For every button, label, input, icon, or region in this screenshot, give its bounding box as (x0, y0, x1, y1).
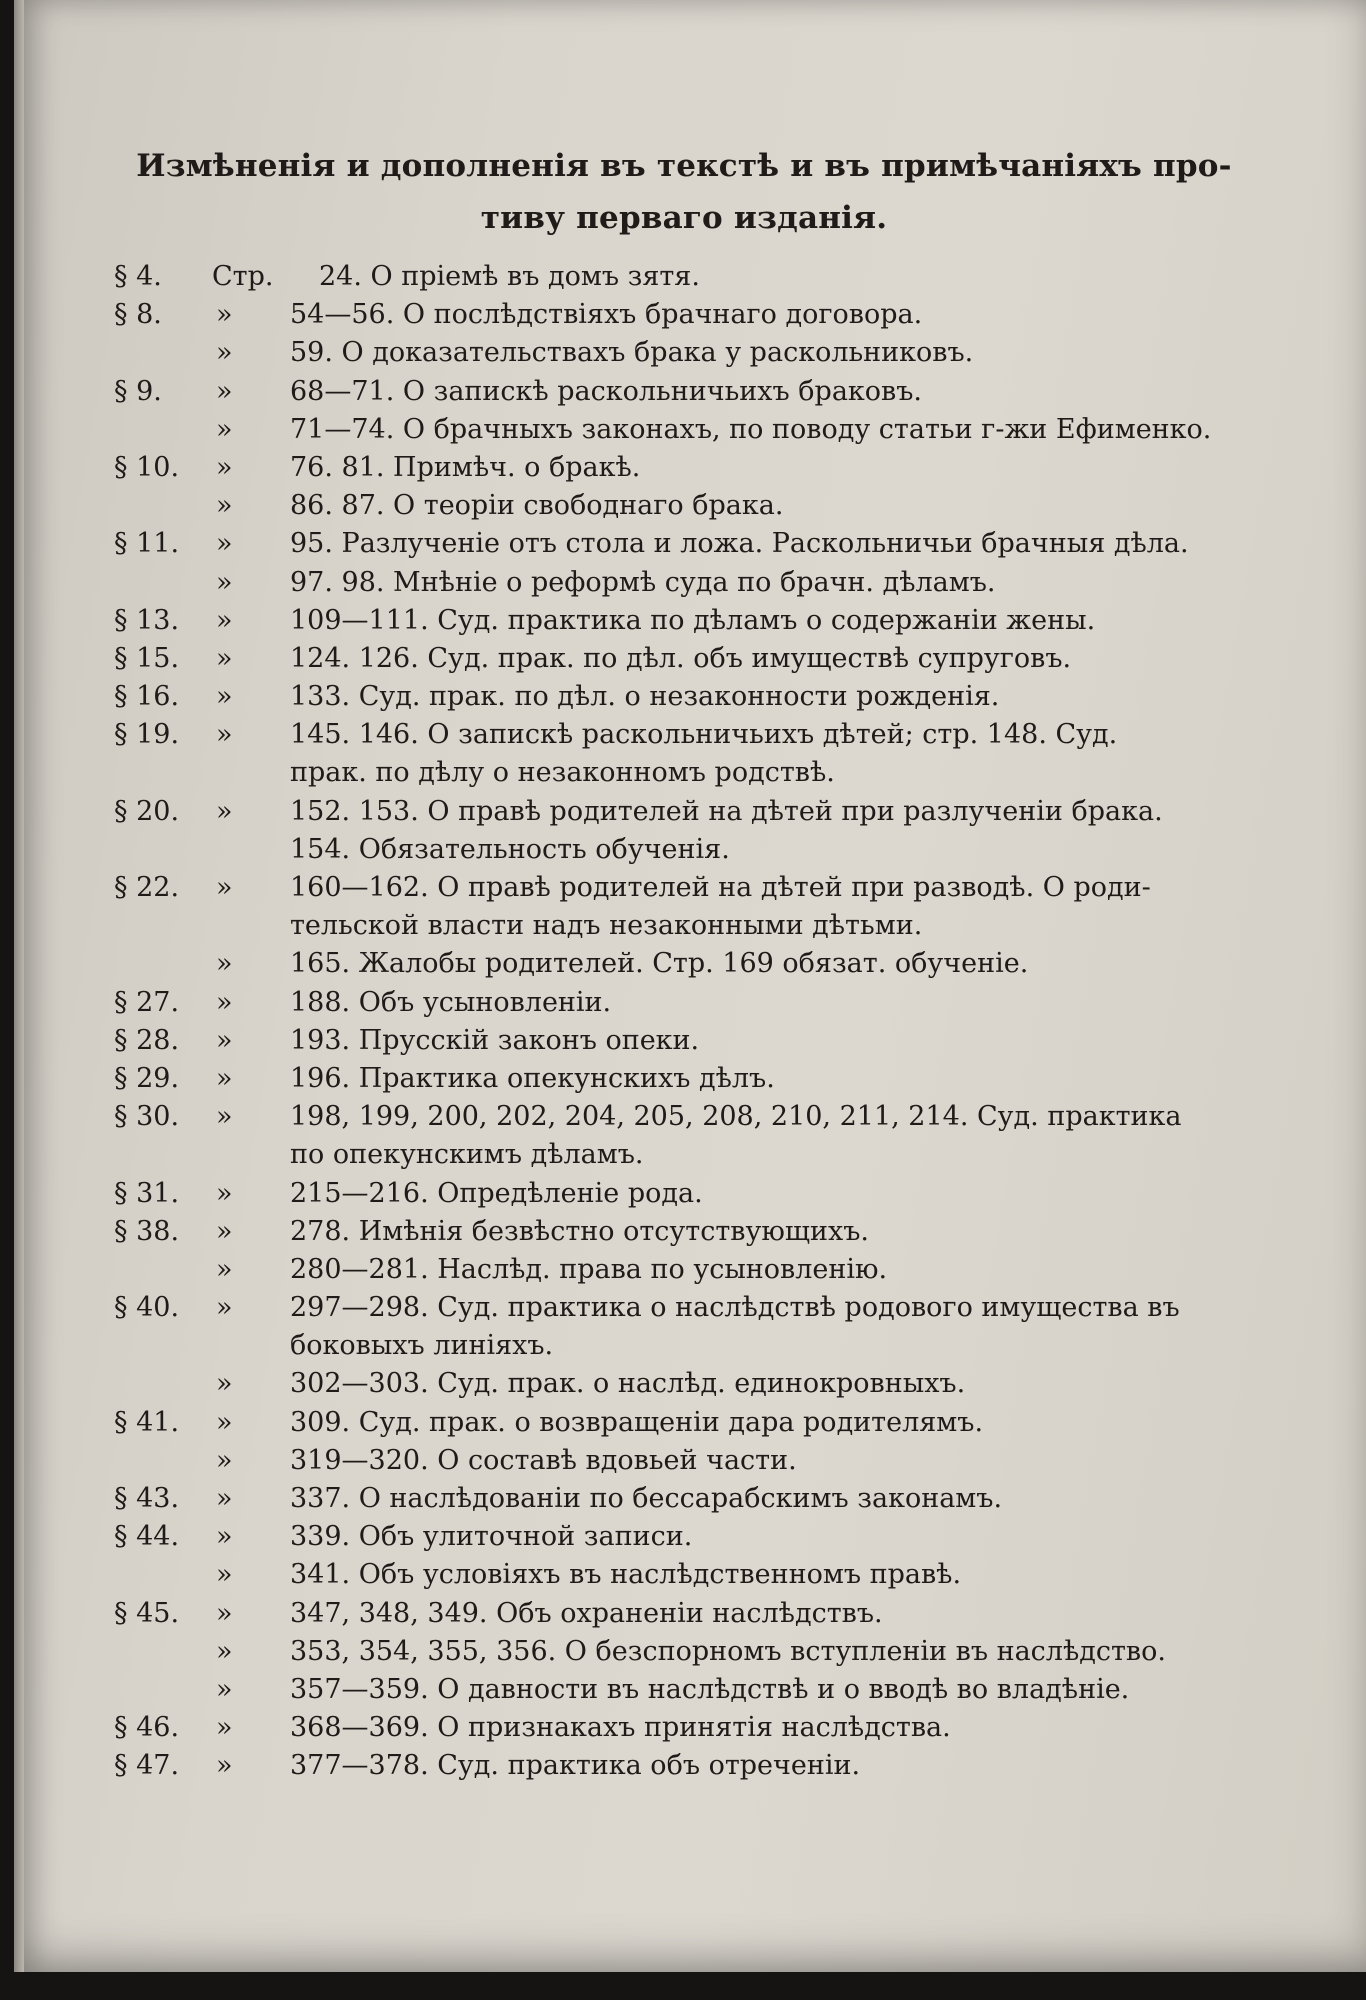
list-item (14, 1480, 1366, 1518)
entry-text: 109—111. Суд. практика по дѣламъ о содержаніи жены. (290, 604, 1096, 636)
list-item (14, 640, 1366, 678)
list-item (14, 1442, 1366, 1480)
page-marker: » (216, 1368, 233, 1400)
page-marker: » (216, 1406, 233, 1438)
entry-text: 339. Объ улиточной записи. (290, 1521, 693, 1553)
list-item (14, 1289, 1366, 1327)
section-number: § 9. (114, 375, 162, 407)
section-number: § 22. (114, 872, 180, 903)
page-marker: » (216, 1101, 233, 1133)
entry-text: 97. 98. Мнѣніе о реформѣ суда по брачн. дѣламъ. (290, 566, 996, 598)
list-item (14, 1556, 1366, 1594)
page-marker: » (216, 719, 233, 751)
entry-text: 309. Суд. прак. о возвращеніи дара родителямъ. (290, 1406, 984, 1438)
page-marker: » (216, 1559, 233, 1591)
section-number: § 29. (114, 1062, 180, 1094)
entry-text: 86. 87. О теоріи свободнаго брака. (290, 490, 784, 522)
section-number: § 10. (114, 451, 180, 483)
list-item (14, 945, 1366, 983)
entry-text: 215—216. Опредѣленіе рода. (290, 1177, 703, 1209)
page-marker: » (216, 642, 233, 674)
page-marker: » (216, 375, 233, 407)
page-marker: » (216, 1521, 233, 1553)
list-item (14, 1709, 1366, 1747)
entry-text: 160—162. О правѣ родителей на дѣтей при разводѣ. О роди- (290, 872, 1151, 903)
entry-text: 59. О доказательствахъ брака у раскольниковъ. (290, 337, 974, 369)
entry-text: 68—71. О запискѣ раскольничьихъ браковъ. (290, 375, 923, 407)
list-item (14, 1022, 1366, 1060)
section-number: § 8. (114, 299, 162, 331)
entry-text: 193. Прусскій законъ опеки. (290, 1024, 700, 1056)
section-number: § 43. (114, 1483, 180, 1514)
list-item (14, 754, 1366, 792)
entry-text: боковыхъ линіяхъ. (290, 1330, 554, 1362)
section-number: § 40. (114, 1292, 180, 1324)
list-item (14, 1060, 1366, 1098)
list-item (14, 1365, 1366, 1403)
page-marker: » (216, 451, 233, 483)
page-marker: » (216, 1253, 233, 1285)
entry-text: по опекунскимъ дѣламъ. (290, 1139, 644, 1171)
entries-list (14, 258, 1366, 1786)
list-item (14, 449, 1366, 487)
list-item (14, 564, 1366, 602)
entry-text: 302—303. Суд. прак. о наслѣд. единокровныхъ. (290, 1368, 966, 1400)
section-number: § 4. (114, 261, 162, 292)
page-marker: » (216, 528, 233, 560)
page-marker: » (216, 1292, 233, 1324)
entry-text: 341. Объ условіяхъ въ наслѣдственномъ правѣ. (290, 1559, 962, 1591)
entry-text: 319—320. О составѣ вдовьей части. (290, 1444, 797, 1476)
list-item (14, 1518, 1366, 1556)
list-item (14, 1404, 1366, 1442)
entry-text: 368—369. О признакахъ принятія наслѣдства. (290, 1712, 951, 1744)
page-marker: » (216, 1673, 233, 1705)
list-item (14, 716, 1366, 754)
page-marker: » (216, 490, 233, 522)
entry-text: 357—359. О давности въ наслѣдствѣ и о вводѣ во владѣніе. (290, 1673, 1130, 1705)
page-marker: » (216, 1750, 233, 1782)
page-marker: » (216, 1177, 233, 1209)
page-marker: » (216, 1215, 233, 1247)
list-item (14, 1671, 1366, 1709)
section-number: § 46. (114, 1712, 180, 1744)
page-marker: » (216, 1712, 233, 1744)
entry-text: 188. Объ усыновленіи. (290, 986, 612, 1018)
list-item (14, 373, 1366, 411)
page-marker: » (216, 413, 233, 445)
section-number: § 19. (114, 719, 180, 751)
entry-text: 196. Практика опекунскихъ дѣлъ. (290, 1062, 775, 1094)
list-item (14, 678, 1366, 716)
page-marker: » (216, 872, 233, 903)
list-item (14, 869, 1366, 907)
section-number: § 47. (114, 1750, 180, 1782)
section-number: § 28. (114, 1024, 180, 1056)
list-item (14, 1175, 1366, 1213)
list-item (14, 984, 1366, 1022)
list-item (14, 793, 1366, 831)
entry-text: тельской власти надъ незаконными дѣтьми. (290, 910, 923, 942)
entry-text: 71—74. О брачныхъ законахъ, по поводу статьи г-жи Ефименко. (290, 413, 1212, 445)
list-item (14, 831, 1366, 869)
entry-text: 124. 126. Суд. прак. по дѣл. объ имуществѣ супруговъ. (290, 642, 1072, 674)
section-number: § 15. (114, 642, 180, 674)
section-number: § 11. (114, 528, 180, 560)
list-item (14, 334, 1366, 372)
entry-text: 198, 199, 200, 202, 204, 205, 208, 210, 211, 214. Суд. практика (290, 1101, 1182, 1133)
entry-text: 95. Разлученіе отъ стола и ложа. Раскольничьи брачныя дѣла. (290, 528, 1189, 560)
list-item (14, 1136, 1366, 1174)
entry-text: 76. 81. Примѣч. о бракѣ. (290, 451, 641, 483)
entry-text: 347, 348, 349. Объ охраненіи наслѣдствъ. (290, 1597, 883, 1629)
section-number: § 20. (114, 795, 180, 827)
section-number: § 16. (114, 681, 180, 713)
section-number: § 30. (114, 1101, 180, 1133)
list-item (14, 296, 1366, 334)
section-number: § 13. (114, 604, 180, 636)
section-number: § 38. (114, 1215, 180, 1247)
book-page (14, 0, 1366, 1972)
page-marker: » (216, 1062, 233, 1094)
page-title-line-2: тиву перваго изданія. (480, 200, 888, 236)
entry-text: 54—56. О послѣдствіяхъ брачнаго договора. (290, 299, 923, 331)
section-number: § 44. (114, 1521, 180, 1553)
page-marker: » (216, 1024, 233, 1056)
page-marker: Стр. (212, 261, 274, 292)
entry-text: 133. Суд. прак. по дѣл. о незаконности рожденія. (290, 681, 1000, 713)
entry-text: 377—378. Суд. практика объ отреченіи. (290, 1750, 861, 1782)
entry-text: 337. О наслѣдованіи по бессарабскимъ законамъ. (290, 1483, 1003, 1514)
list-item (14, 1327, 1366, 1365)
list-item (14, 487, 1366, 525)
entry-text: 280—281. Наслѣд. права по усыновленію. (290, 1253, 888, 1285)
entry-text: прак. по дѣлу о незаконномъ родствѣ. (290, 757, 835, 789)
list-item (14, 1251, 1366, 1289)
page-marker: » (216, 986, 233, 1018)
entry-text: 145. 146. О запискѣ раскольничьихъ дѣтей; стр. 148. Суд. (290, 719, 1118, 751)
section-number: § 41. (114, 1406, 180, 1438)
list-item (14, 411, 1366, 449)
page-marker: » (216, 337, 233, 369)
entry-text: 353, 354, 355, 356. О безспорномъ вступленіи въ наслѣдство. (290, 1635, 1166, 1667)
list-item (14, 258, 1366, 296)
list-item (14, 1595, 1366, 1633)
page-title-line-1: Измѣненія и дополненія въ текстѣ и въ примѣчаніяхъ про- (136, 148, 1232, 184)
list-item (14, 525, 1366, 563)
entry-text: 278. Имѣнія безвѣстно отсутствующихъ. (290, 1215, 869, 1247)
entry-text: 297—298. Суд. практика о наслѣдствѣ родового имущества въ (290, 1292, 1180, 1324)
page-marker: » (216, 795, 233, 827)
entry-text: 154. Обязательность обученія. (290, 833, 730, 865)
page-marker: » (216, 948, 233, 980)
section-number: § 31. (114, 1177, 180, 1209)
list-item (14, 1213, 1366, 1251)
page-marker: » (216, 1597, 233, 1629)
list-item (14, 907, 1366, 945)
list-item (14, 1633, 1366, 1671)
page-marker: » (216, 604, 233, 636)
entry-text: 152. 153. О правѣ родителей на дѣтей при разлученіи брака. (290, 795, 1163, 827)
page-marker: » (216, 1635, 233, 1667)
page-marker: » (216, 1483, 233, 1514)
page-marker: » (216, 299, 233, 331)
list-item (14, 1747, 1366, 1785)
section-number: § 27. (114, 986, 180, 1018)
section-number: § 45. (114, 1597, 180, 1629)
entry-text: 165. Жалобы родителей. Стр. 169 обязат. обученіе. (290, 948, 1029, 980)
page-marker: » (216, 566, 233, 598)
entry-text: 24. О пріемѣ въ домъ зятя. (319, 261, 700, 292)
page-marker: » (216, 1444, 233, 1476)
list-item (14, 1098, 1366, 1136)
page-marker: » (216, 681, 233, 713)
list-item (14, 602, 1366, 640)
